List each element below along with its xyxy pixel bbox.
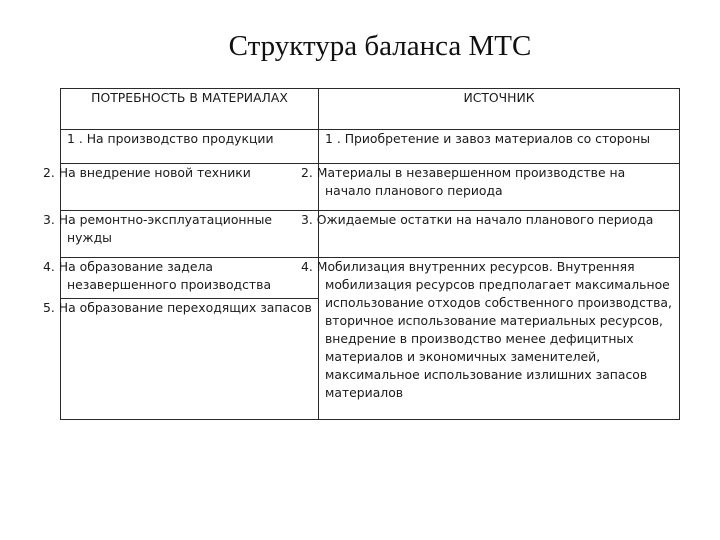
need-cell-4: 4. На образование задела незавершенного производства — [61, 258, 319, 299]
header-source: ИСТОЧНИК — [319, 89, 680, 130]
page-title: Структура баланса МТС — [228, 30, 532, 62]
need-cell-2: 2. На внедрение новой техники — [61, 164, 319, 211]
need-cell-3: 3. На ремонтно-эксплуатационные нужды — [61, 211, 319, 258]
balance-structure-table — [43, 88, 680, 420]
source-cell-3: 3. Ожидаемые остатки на начало планового периода — [319, 211, 680, 258]
source-cell-1: 1 . Приобретение и завоз материалов со стороны — [319, 130, 680, 164]
table-row — [61, 258, 680, 299]
source-cell-2: 2. Материалы в незавершенном производстве на начало планового периода — [319, 164, 680, 211]
need-cell-5: 5. На образование переходящих запасов — [61, 299, 319, 420]
table-row — [61, 130, 680, 164]
table-header-row — [61, 89, 680, 130]
source-cell-4: 4. Мобилизация внутренних ресурсов. Внутренняя мобилизация ресурсов предполагает максимальное использование отходов собственного производства, вторичное использование материальных ресурсов, внедрение в производство менее дефицитных материалов и экономичных заменителей, максимальное использование излишних запасов материалов — [319, 258, 680, 420]
table-row — [61, 211, 680, 258]
header-need: ПОТРЕБНОСТЬ В МАТЕРИАЛАХ — [61, 89, 319, 130]
need-cell-1: 1 . На производство продукции — [61, 130, 319, 164]
table-row — [61, 164, 680, 211]
